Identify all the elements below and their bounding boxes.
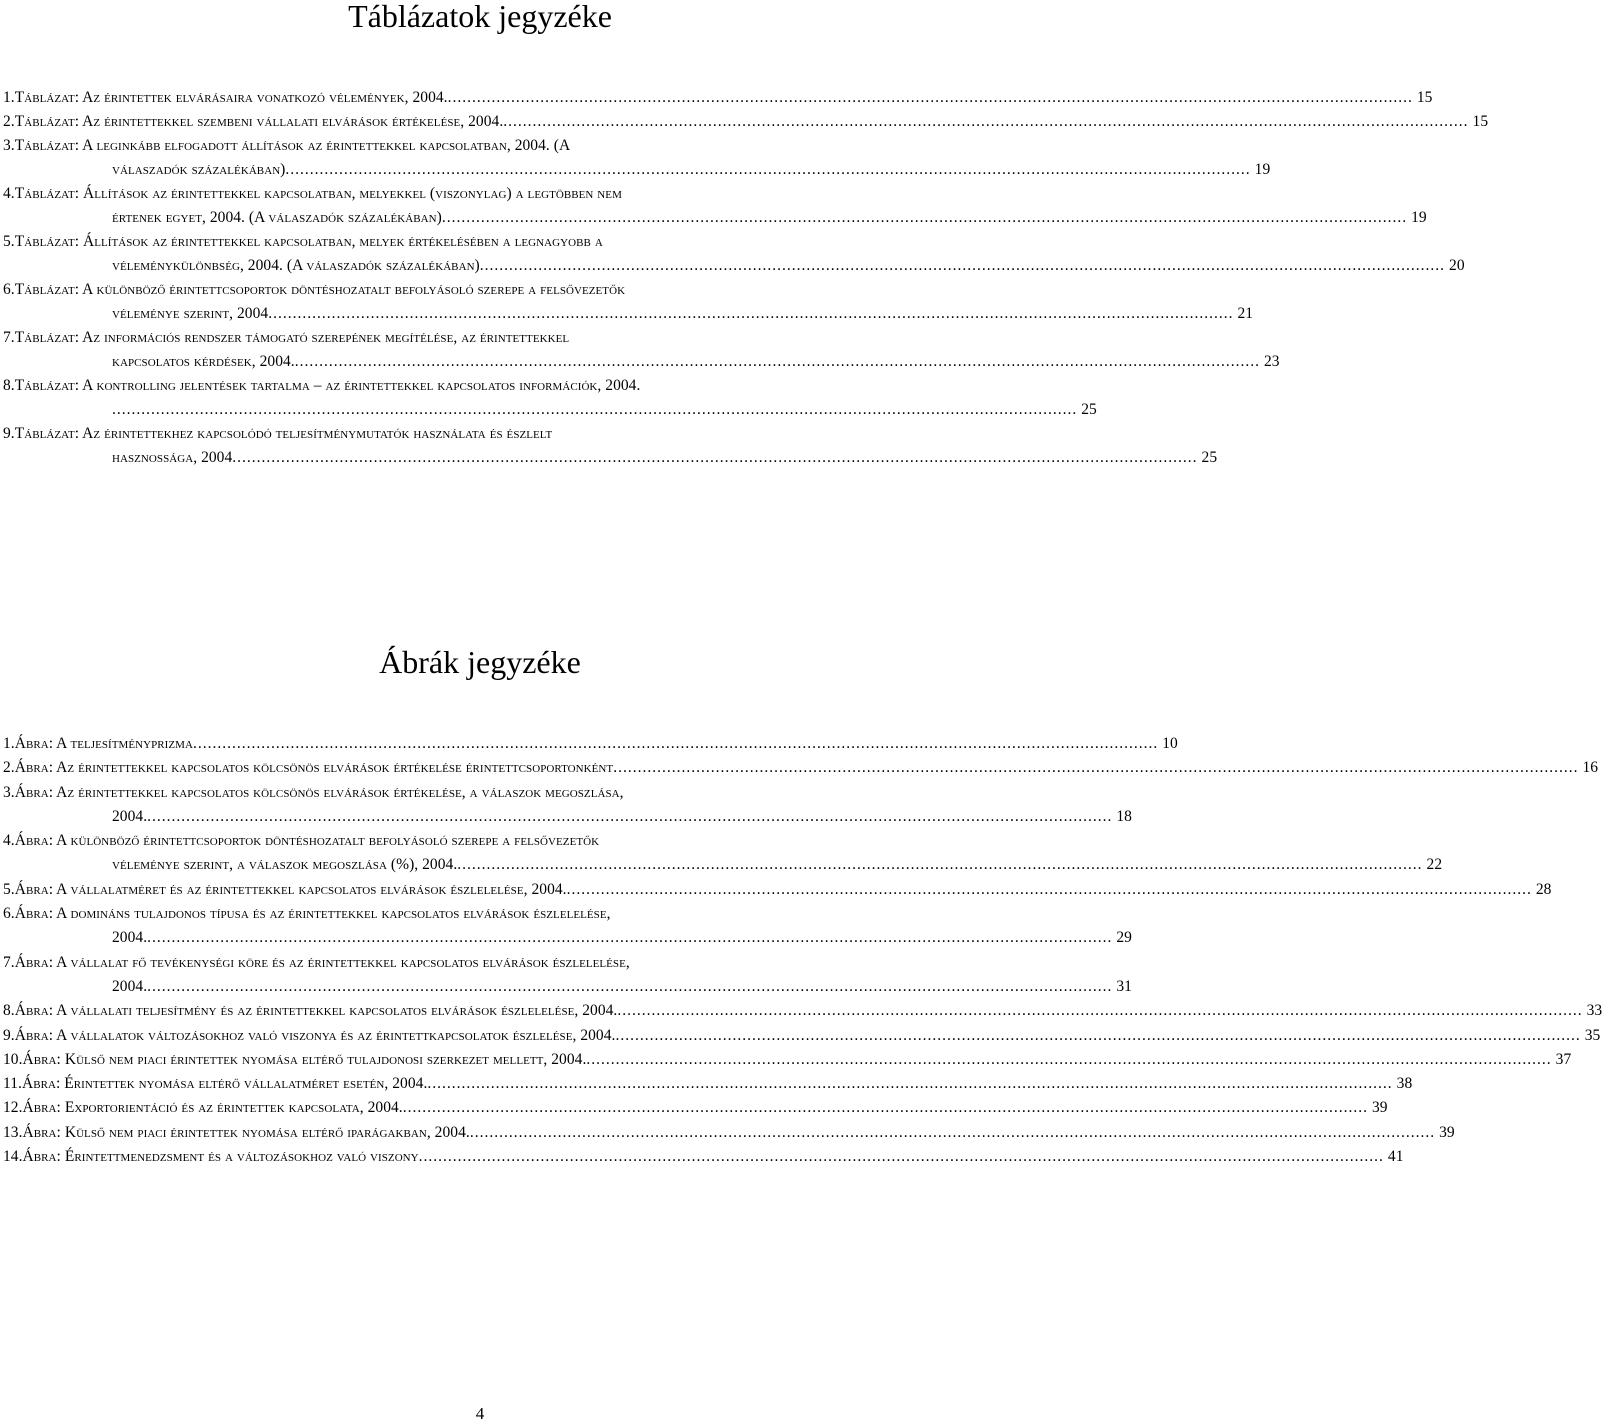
figure-entry[interactable]: [3, 951, 1132, 1000]
table-entry-page: 15: [1416, 89, 1433, 106]
dot-leader: [448, 86, 1413, 110]
table-entry-title: értenek egyet, 2004. (A válaszadók százalékában): [112, 209, 442, 226]
table-entry[interactable]: [3, 230, 1465, 278]
figure-entry-title: Ábra: Külső nem piaci érintettek nyomása eltérő iparágakban, 2004.: [22, 1123, 470, 1141]
table-entry-title: Táblázat: A kontrolling jelentések tartalma – az érintettekkel kapcsolatos információk, 2004.: [14, 377, 641, 394]
dot-leader: [147, 975, 1112, 999]
figure-entry-page: 37: [1555, 1050, 1572, 1068]
figure-entry-title: Ábra: Az érintettekkel kapcsolatos kölcsönös elvárások értékelése, a válaszok megoszlása,: [14, 783, 624, 801]
table-entry-title: Táblázat: Állítások az érintettekkel kapcsolatban, melyekkel (viszonylag) a legtöbben nem: [14, 185, 622, 202]
dot-leader: [615, 1024, 1580, 1048]
dot-leader: [403, 1096, 1368, 1120]
figure-entry-number: 14.: [3, 1148, 23, 1166]
figure-entry-number: 11.: [3, 1075, 22, 1093]
figure-entry-page: 18: [1116, 807, 1132, 825]
figure-entry-number: 6.: [3, 905, 15, 923]
figure-entry-page: 28: [1535, 880, 1552, 898]
figure-entry-number: 4.: [3, 832, 15, 850]
figure-entry[interactable]: [3, 781, 1132, 830]
table-entry-number: 3.: [3, 137, 15, 154]
table-entry-title: Táblázat: Az érintettekkel szembeni vállalati elvárások értékelése, 2004.: [14, 113, 504, 130]
figure-entry-title: Ábra: Érintettmenedzsment és a változásokhoz való viszony: [22, 1148, 419, 1166]
figure-entry-title: Ábra: A vállalatméret és az érintettekkel kapcsolatos elvárások észlelelése, 2004.: [14, 880, 567, 898]
table-entry-number: 1.: [3, 89, 15, 106]
figure-entry-page: 29: [1116, 929, 1132, 947]
figure-entry-number: 8.: [3, 1002, 15, 1020]
figure-entry-number: 1.: [3, 735, 15, 752]
dot-leader: [147, 926, 1112, 950]
table-entry-title: Táblázat: Állítások az érintettekkel kapcsolatban, melyek értékelésében a legnagyobb a: [14, 233, 603, 250]
figure-entry-number: 5.: [3, 880, 15, 898]
dot-leader: [419, 1145, 1384, 1169]
table-entry-page: 21: [1237, 305, 1254, 322]
figure-entry-title: Ábra: A vállalati teljesítmény és az érintettekkel kapcsolatos elvárások észlelelése, 2004.: [14, 1002, 618, 1020]
figure-entry-title: Ábra: A domináns tulajdonos típusa és az érintettekkel kapcsolatos elvárások észlelelése,: [14, 905, 611, 923]
dot-leader: [617, 999, 1582, 1023]
figure-entry-page: 41: [1387, 1148, 1404, 1166]
dot-leader: [480, 254, 1445, 278]
table-entry-number: 4.: [3, 185, 15, 202]
table-entry-title: hasznossága, 2004: [112, 449, 233, 466]
dot-leader: [457, 853, 1422, 877]
dot-leader: [470, 1121, 1435, 1145]
figure-entry[interactable]: [3, 756, 1599, 780]
dot-leader: [586, 1048, 1551, 1072]
table-entry[interactable]: [3, 182, 1427, 230]
figure-entry-title: 2004.: [112, 807, 148, 825]
figure-entry-title: Ábra: Az érintettekkel kapcsolatos kölcsönös elvárások értékelése érintettcsoportonként: [14, 759, 614, 777]
table-entry-title: Táblázat: Az érintettekhez kapcsolódó teljesítménymutatók használata és észlelt: [14, 425, 553, 442]
tables-list: [3, 86, 1489, 470]
figure-entry[interactable]: [3, 1121, 1455, 1145]
table-entry-page: 25: [1201, 449, 1218, 466]
figure-entry-page: 22: [1426, 856, 1443, 874]
figure-entry-number: 13.: [3, 1123, 23, 1141]
dot-leader: [232, 446, 1197, 470]
figures-section-title: Ábrák jegyzéke: [379, 644, 581, 680]
table-entry-title: Táblázat: Az információs rendszer támogató szerepének megítélése, az érintettekkel: [14, 329, 570, 346]
dot-leader: [295, 350, 1260, 374]
table-entry-number: 9.: [3, 425, 15, 442]
figure-entry[interactable]: [3, 1072, 1413, 1096]
figure-entry-page: 16: [1582, 759, 1599, 777]
figure-entry[interactable]: [3, 1024, 1601, 1048]
table-entry-page: 15: [1472, 113, 1489, 130]
figure-entry[interactable]: [3, 829, 1443, 878]
figure-entry-title: Ábra: Exportorientáció és az érintettek kapcsolata, 2004.: [22, 1099, 403, 1117]
figure-entry-page: 33: [1586, 1002, 1602, 1020]
table-entry-page: 20: [1449, 257, 1465, 274]
figure-entry-number: 7.: [3, 953, 15, 971]
figure-entry-page: 31: [1116, 977, 1132, 995]
table-entry[interactable]: [3, 326, 1280, 374]
figure-entry[interactable]: [3, 999, 1602, 1023]
figure-entry-title: véleménye szerint, a válaszok megoszlása (%), 2004.: [112, 856, 458, 874]
figure-entry-title: Ábra: A különböző érintettcsoportok döntéshozatalt befolyásoló szerepe a felsővezetők: [14, 832, 600, 850]
table-entry-title: véleménykülönbség, 2004. (A válaszadók százalékában): [112, 257, 480, 274]
figure-entry-title: Ábra: Érintettek nyomása eltérő vállalatméret esetén, 2004.: [21, 1075, 428, 1093]
table-entry[interactable]: [3, 86, 1433, 110]
figure-entry[interactable]: [3, 1145, 1404, 1169]
table-entry-number: 6.: [3, 281, 15, 298]
dot-leader: [567, 878, 1532, 902]
dot-leader: [613, 756, 1578, 780]
figure-entry-page: 39: [1439, 1123, 1455, 1141]
figure-entry-title: 2004.: [112, 977, 148, 995]
table-entry-page: 19: [1254, 161, 1271, 178]
figure-entry-page: 35: [1584, 1026, 1601, 1044]
figure-entry-number: 9.: [3, 1026, 15, 1044]
table-entry-number: 8.: [3, 377, 15, 394]
dot-leader: [268, 302, 1233, 326]
table-entry-number: 2.: [3, 113, 15, 130]
dot-leader: [147, 805, 1112, 829]
table-entry-title: Táblázat: A különböző érintettcsoportok döntéshozatalt befolyásoló szerepe a felsővezetők: [14, 281, 626, 298]
table-entry-page: 25: [1081, 401, 1097, 418]
dot-leader: [193, 732, 1158, 756]
figure-entry-page: 10: [1162, 735, 1178, 752]
figure-entry-title: 2004.: [112, 929, 148, 947]
table-entry[interactable]: [3, 110, 1489, 134]
table-entry[interactable]: [3, 374, 1097, 422]
figure-entry[interactable]: [3, 1096, 1388, 1120]
figure-entry-title: Ábra: Külső nem piaci érintettek nyomása eltérő tulajdonosi szerkezet mellett, 2004.: [22, 1050, 587, 1068]
table-entry[interactable]: [3, 134, 1271, 182]
figure-entry-number: 12.: [3, 1099, 23, 1117]
table-entry-title: kapcsolatos kérdések, 2004.: [112, 353, 295, 370]
dot-leader: [427, 1072, 1392, 1096]
figure-entry[interactable]: [3, 902, 1132, 951]
figure-entry-title: Ábra: A teljesítményprizma: [14, 735, 193, 752]
figure-entry-page: 38: [1396, 1075, 1413, 1093]
figure-entry-number: 3.: [3, 783, 15, 801]
table-entry-number: 7.: [3, 329, 15, 346]
table-entry[interactable]: [3, 278, 1254, 326]
table-entry-page: 23: [1263, 353, 1280, 370]
dot-leader: [112, 398, 1077, 422]
table-entry[interactable]: [3, 422, 1218, 470]
dot-leader: [285, 158, 1250, 182]
table-entry-page: 19: [1411, 209, 1427, 226]
page-number: 4: [475, 1404, 485, 1423]
figure-entry[interactable]: [3, 1048, 1572, 1072]
tables-section-title: Táblázatok jegyzéke: [348, 0, 612, 34]
figure-entry-number: 2.: [3, 759, 15, 777]
dot-leader: [503, 110, 1468, 134]
table-entry-title: Táblázat: A leginkább elfogadott állítások az érintettekkel kapcsolatban, 2004. (A: [14, 137, 571, 154]
figure-entry-title: Ábra: A vállalat fő tevékenységi köre és az érintettekkel kapcsolatos elvárások észlelelése,: [14, 953, 630, 971]
dot-leader: [442, 206, 1407, 230]
figure-entry[interactable]: [3, 732, 1178, 756]
figure-entry-title: Ábra: A vállalatok változásokhoz való viszonya és az érintettkapcsolatok észlelése, 2004.: [14, 1026, 616, 1044]
table-entry-title: véleménye szerint, 2004: [112, 305, 269, 322]
figure-entry[interactable]: [3, 878, 1552, 902]
figure-entry-number: 10.: [3, 1050, 23, 1068]
table-entry-title: Táblázat: Az érintettek elvárásaira vonatkozó vélemények, 2004.: [14, 89, 448, 106]
table-entry-number: 5.: [3, 233, 15, 250]
table-entry-title: válaszadók százalékában): [112, 161, 286, 178]
figure-entry-page: 39: [1371, 1099, 1388, 1117]
figures-list: [3, 732, 1602, 1169]
